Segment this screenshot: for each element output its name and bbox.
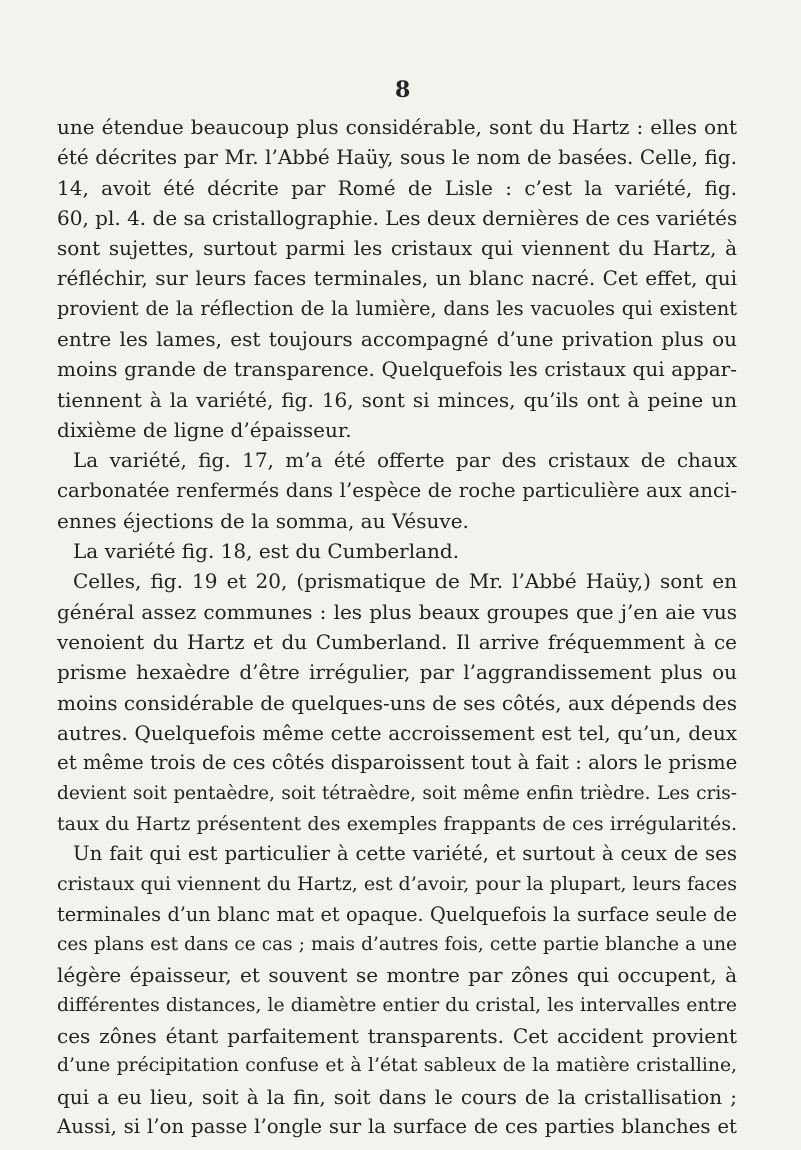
text-line: 14, avoit été décrite par Romé de Lisle : c’est la variété, fig. <box>57 175 737 200</box>
text-line: carbonatée renfermés dans l’espèce de roche particulière aux anci- <box>57 478 737 502</box>
text-line: 60, pl. 4. de sa cristallographie. Les deux dernières de ces variétés <box>57 205 738 230</box>
text-line: dixième de ligne d’épaisseur. <box>57 417 352 442</box>
text-line: ces zônes étant parfaitement transparents. Cet accident provient <box>57 1023 737 1048</box>
text-line: La variété, fig. 17, m’a été offerte par des cristaux de chaux <box>73 448 737 473</box>
text-line: ennes éjections de la somma, au Vésuve. <box>57 508 469 533</box>
text-line: une étendue beaucoup plus considérable, sont du Hartz : elles ont <box>57 115 737 139</box>
text-line: qui a eu lieu, soit à la fin, soit dans le cours de la cristallisation ; <box>57 1084 737 1109</box>
text-line: cristaux qui viennent du Hartz, est d’avoir, pour la plupart, leurs faces <box>57 873 737 896</box>
text-line: prisme hexaèdre d’être irrégulier, par l’aggrandissement plus ou <box>57 660 737 685</box>
text-line: légère épaisseur, et souvent se montre par zônes qui occupent, à <box>57 963 737 988</box>
text-line: entre les lames, est toujours accompagné d’une privation plus ou <box>57 327 737 352</box>
text-line: Celles, fig. 19 et 20, (prismatique de Mr. l’Abbé Haüy,) sont en <box>73 569 737 594</box>
text-line: La variété fig. 18, est du Cumberland. <box>73 539 460 564</box>
text-line: sont sujettes, surtout parmi les cristaux qui viennent du Hartz, à <box>57 236 737 261</box>
text-line: devient soit pentaèdre, soit tétraèdre, soit même enfin trièdre. Les cris- <box>57 782 737 804</box>
text-line: réfléchir, sur leurs faces terminales, un blanc nacré. Cet effet, qui <box>57 266 737 291</box>
text-line: Aussi, si l’on passe l’ongle sur la surface de ces parties blanches et <box>57 1114 737 1138</box>
body-text <box>57 112 737 1142</box>
text-line: été décrites par Mr. l’Abbé Haüy, sous le nom de basées. Celle, fig. <box>57 145 737 170</box>
text-line: général assez communes : les plus beaux groupes que j’en aie vus <box>57 599 737 624</box>
text-line: moins considérable de quelques-uns de ses côtés, aux dépends des <box>57 690 737 715</box>
text-line: Un fait qui est particulier à cette variété, et surtout à ceux de ses <box>73 842 737 866</box>
text-line: moins grande de transparence. Quelquefois les cristaux qui appar- <box>57 357 737 382</box>
text-line: et même trois de ces côtés disparoissent tout à fait : alors le prisme <box>57 751 738 775</box>
page-number: 8 <box>395 77 411 103</box>
text-line: provient de la réflection de la lumière, dans les vacuoles qui existent <box>57 296 737 320</box>
text-line: différentes distances, le diamètre entier du cristal, les intervalles entre <box>57 994 737 1016</box>
text-line: venoient du Hartz et du Cumberland. Il arrive fréquemment à ce <box>57 630 737 655</box>
text-line: autres. Quelquefois même cette accroissement est tel, qu’un, deux <box>57 720 737 745</box>
text-line: terminales d’un blanc mat et opaque. Quelquefois la surface seule de <box>57 902 737 926</box>
text-line: ces plans est dans ce cas ; mais d’autres fois, cette partie blanche a une <box>57 934 737 956</box>
text-line: taux du Hartz présentent des exemples frappants de ces irrégularités. <box>57 812 737 835</box>
text-line: d’une précipitation confuse et à l’état sableux de la matière cristalline, <box>57 1055 737 1077</box>
text-line: tiennent à la variété, fig. 16, sont si minces, qu’ils ont à peine un <box>57 387 737 412</box>
